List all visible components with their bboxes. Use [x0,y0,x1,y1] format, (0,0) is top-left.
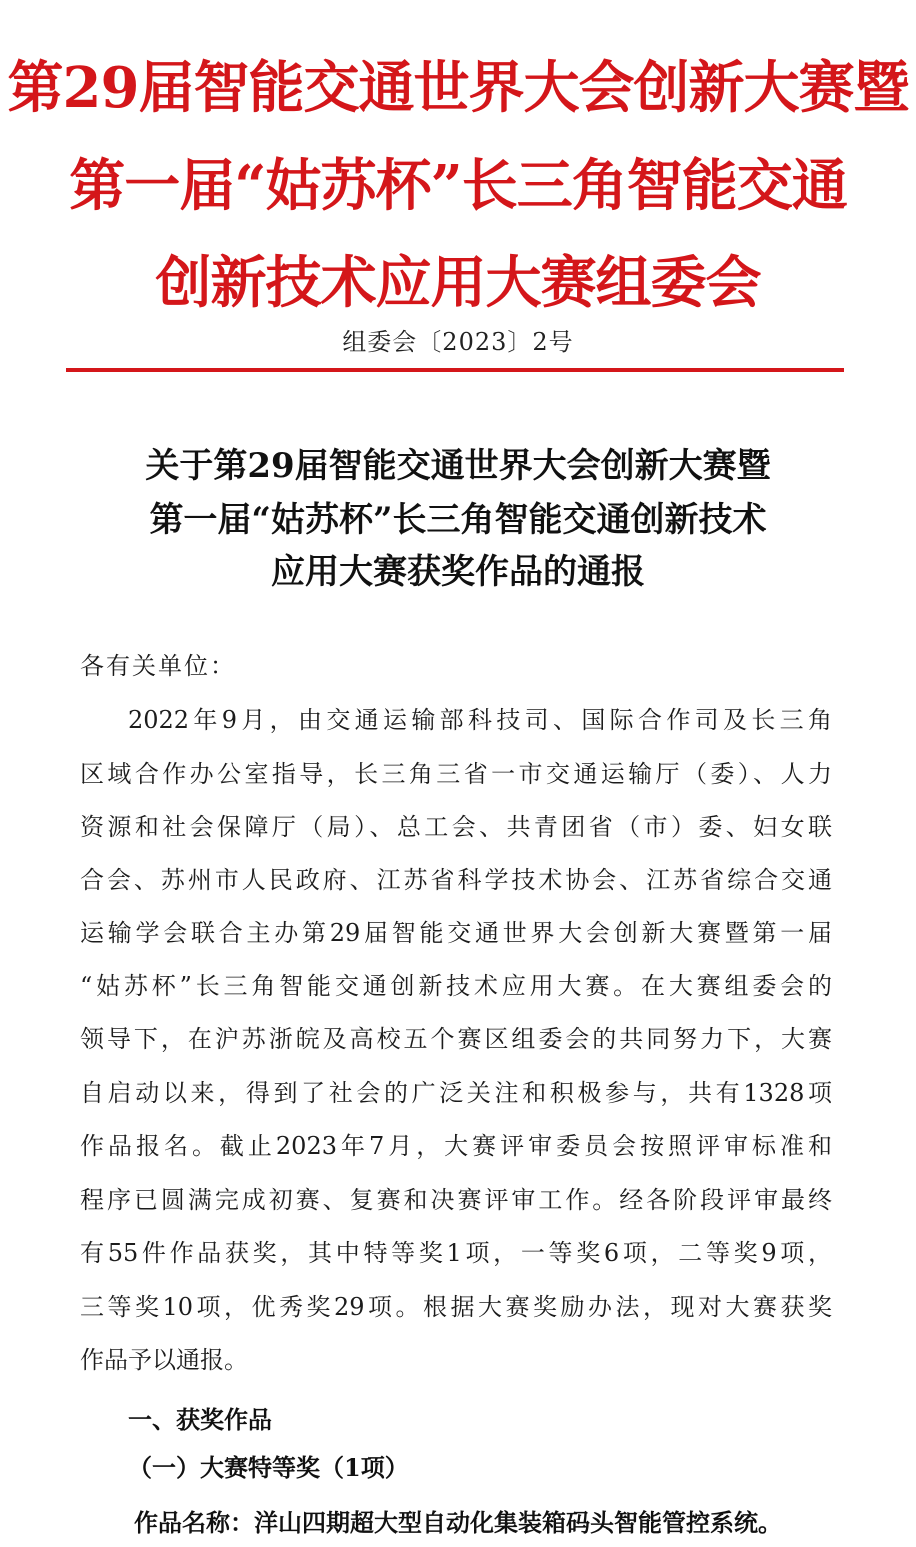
red-divider-rule [66,368,844,372]
notice-title-line-3: 应用大赛获奖作品的通报 [271,552,645,592]
body-line: 三等奖10项，优秀奖29项。根据大赛奖励办法，现对大赛获奖 [80,1293,832,1321]
body-line: 程序已圆满完成初赛、复赛和决赛评审工作。经各阶段评审最终 [80,1186,832,1214]
body-line: 运输学会联合主办第29届智能交通世界大会创新大赛暨第一届 [80,919,832,947]
body-line: 自启动以来，得到了社会的广泛关注和积极参与，共有1328项 [80,1079,832,1107]
notice-title-line-2: 第一届“姑苏杯”长三角智能交通创新技术 [149,500,767,540]
issuer-header-line-3: 创新技术应用大赛组委会 [155,250,761,316]
body-line: 资源和社会保障厅（局）、总工会、共青团省（市）委、妇女联 [80,813,832,841]
body-line: 区域合作办公室指导，长三角三省一市交通运输厅（委）、人力 [80,760,832,788]
body-line: 作品报名。截止2023年7月，大赛评审委员会按照评审标准和 [80,1132,832,1160]
body-line: 合会、苏州市人民政府、江苏省科学技术协会、江苏省综合交通 [80,866,832,894]
section-heading-awarded-works: 一、获奖作品 [128,1405,272,1434]
work-label: 作品名称： [134,1508,254,1537]
body-line: “姑苏杯”长三角智能交通创新技术应用大赛。在大赛组委会的 [80,972,832,1000]
body-line: 2022年9月，由交通运输部科技司、国际合作司及长三角 [128,706,832,734]
document-number: 组委会〔2023〕2号 [342,328,574,356]
work-name: 洋山四期超大型自动化集装箱码头智能管控系统。 [254,1508,782,1537]
work-entry [134,1505,782,1541]
notice-title-line-1: 关于第29届智能交通世界大会创新大赛暨 [145,446,771,486]
issuer-header-line-2: 第一届“姑苏杯”长三角智能交通 [69,153,847,219]
issuer-header-line-1: 第29届智能交通世界大会创新大赛暨 [7,55,909,121]
subheading-grand-prize: （一）大赛特等奖（1项） [128,1453,409,1482]
body-line: 作品予以通报。 [80,1346,248,1374]
body-line: 领导下，在沪苏浙皖及高校五个赛区组委会的共同努力下，大赛 [80,1025,832,1053]
salutation: 各有关单位： [80,652,236,680]
body-line: 有55件作品获奖，其中特等奖1项，一等奖6项，二等奖9项， [80,1239,832,1267]
